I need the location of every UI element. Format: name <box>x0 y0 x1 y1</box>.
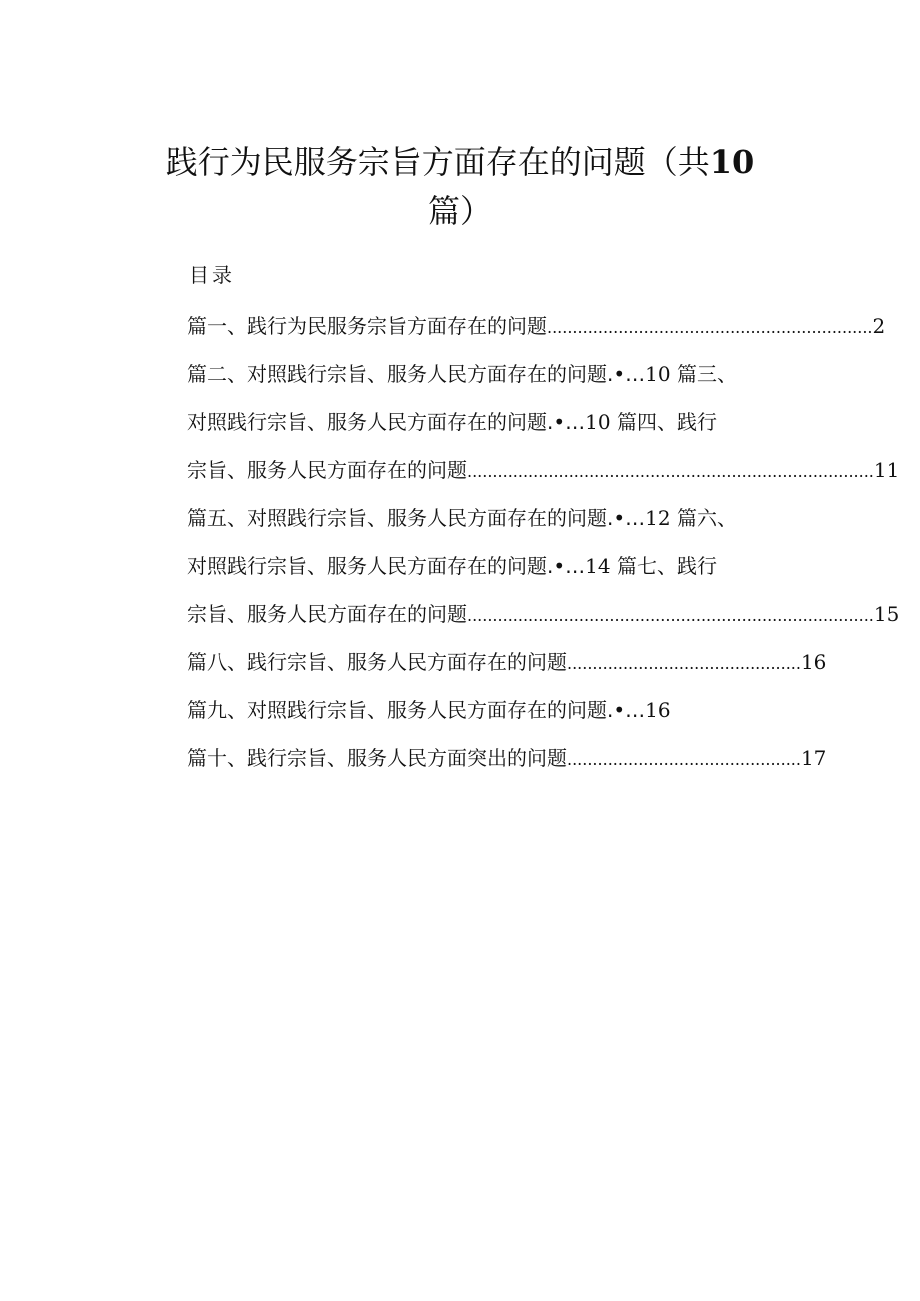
toc-page-number: 16 <box>800 650 827 674</box>
toc-line-1[interactable] <box>187 314 886 338</box>
toc-page-number: 15 <box>873 602 900 626</box>
toc-page-number: 14 <box>585 554 611 578</box>
title-number: 10 <box>709 143 755 181</box>
toc-dot-leader: .............................................. <box>567 750 801 769</box>
toc-page-number: 2 <box>872 314 886 338</box>
toc-line-2[interactable] <box>187 364 787 384</box>
toc-line-text: 对照践行宗旨、服务人民方面存在的问题.•… <box>187 554 586 578</box>
toc-page-number: 11 <box>873 458 900 482</box>
toc-page-number: 16 <box>645 698 671 722</box>
toc-line-7[interactable] <box>187 602 900 626</box>
toc-line-text: 对照践行宗旨、服务人民方面存在的问题.•… <box>187 410 586 434</box>
toc-dot-leader: ................................................................................ <box>467 462 874 481</box>
toc-line-text: 篇二、对照践行宗旨、服务人民方面存在的问题.•… <box>187 362 646 386</box>
toc-line-text: 篇九、对照践行宗旨、服务人民方面存在的问题.•… <box>187 698 646 722</box>
toc-line-3[interactable] <box>187 412 787 432</box>
toc-page-number: 12 <box>645 506 671 530</box>
toc-line-4[interactable] <box>187 458 900 482</box>
document-title-line-2: 篇） <box>427 192 492 230</box>
toc-dot-leader: ................................................................ <box>547 318 873 337</box>
title-text: 践行为民服务宗旨方面存在的问题（共 <box>165 143 710 181</box>
toc-line-text: 篇一、践行为民服务宗旨方面存在的问题 <box>187 314 547 338</box>
toc-page-number: 10 <box>645 362 671 386</box>
toc-dot-leader: .............................................. <box>567 654 801 673</box>
document-title-line-1 <box>120 143 800 181</box>
toc-line-10[interactable] <box>187 746 827 770</box>
toc-line-8[interactable] <box>187 650 827 674</box>
toc-dot-leader: ................................................................................ <box>467 606 874 625</box>
toc-page-number: 10 <box>585 410 611 434</box>
toc-heading: 目录 <box>189 263 235 287</box>
toc-page-number: 17 <box>800 746 827 770</box>
toc-line-continuation: 篇六、 <box>670 506 737 530</box>
toc-line-continuation: 篇七、践行 <box>610 554 717 578</box>
toc-line-text: 篇八、践行宗旨、服务人民方面存在的问题 <box>187 650 567 674</box>
toc-line-continuation: 篇三、 <box>670 362 737 386</box>
toc-line-text: 篇十、践行宗旨、服务人民方面突出的问题 <box>187 746 567 770</box>
toc-line-text: 宗旨、服务人民方面存在的问题 <box>187 602 467 626</box>
toc-line-6[interactable] <box>187 556 787 576</box>
toc-line-text: 篇五、对照践行宗旨、服务人民方面存在的问题.•… <box>187 506 646 530</box>
toc-line-text: 宗旨、服务人民方面存在的问题 <box>187 458 467 482</box>
toc-line-5[interactable] <box>187 508 787 528</box>
toc-line-continuation: 篇四、践行 <box>610 410 717 434</box>
toc-line-9[interactable] <box>187 700 787 720</box>
